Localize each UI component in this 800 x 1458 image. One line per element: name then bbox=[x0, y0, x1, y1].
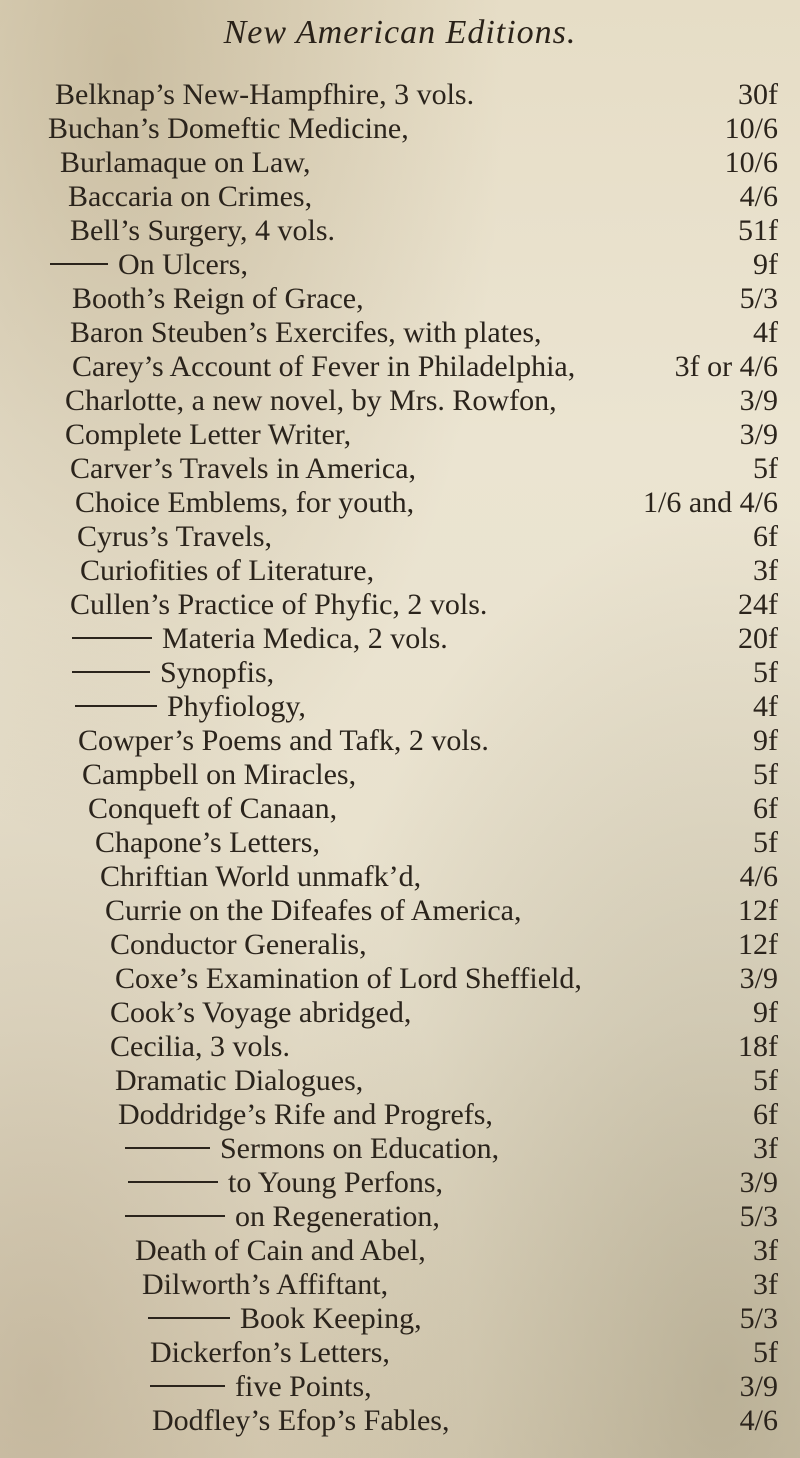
book-price: 3f bbox=[753, 554, 778, 587]
book-title-text: Carver’s Travels in America, bbox=[70, 452, 417, 485]
book-price: 3f bbox=[753, 1132, 778, 1165]
book-title-text: Curiofities of Literature, bbox=[80, 554, 375, 587]
book-entry bbox=[0, 418, 800, 452]
book-price: 12f bbox=[738, 894, 778, 927]
book-title bbox=[82, 758, 356, 792]
book-title-text: to Young Perfons, bbox=[228, 1166, 444, 1199]
book-title bbox=[70, 214, 335, 248]
book-price: 9f bbox=[753, 996, 778, 1029]
book-title-text: Bell’s Surgery, 4 vols. bbox=[70, 214, 336, 247]
book-price: 3/9 bbox=[739, 384, 778, 417]
book-title-text: Coxe’s Examination of Lord Sheffield, bbox=[115, 962, 582, 995]
book-title-text: Cowper’s Poems and Tafk, 2 vols. bbox=[78, 724, 489, 757]
book-price: 3/9 bbox=[739, 962, 778, 995]
book-entry bbox=[0, 452, 800, 486]
book-title-text: Charlotte, a new novel, by Mrs. Rowfon, bbox=[65, 384, 557, 417]
book-title bbox=[80, 554, 374, 588]
book-title bbox=[95, 826, 320, 860]
book-title-text: Dodfley’s Efop’s Fables, bbox=[152, 1404, 450, 1437]
book-price: 12f bbox=[738, 928, 778, 961]
book-price: 5f bbox=[753, 452, 778, 485]
book-price: 6f bbox=[753, 792, 778, 825]
book-title bbox=[50, 248, 248, 282]
ditto-dash bbox=[128, 1181, 218, 1183]
book-price: 51f bbox=[738, 214, 778, 247]
book-title bbox=[142, 1268, 388, 1302]
ditto-dash bbox=[72, 671, 150, 673]
book-title-text: Buchan’s Domeftic Medicine, bbox=[48, 112, 409, 145]
book-price: 3f or 4/6 bbox=[674, 350, 778, 383]
book-entry bbox=[0, 894, 800, 928]
book-title-text: Belknap’s New-Hampfhire, 3 vols. bbox=[55, 78, 475, 111]
book-title-text: Cook’s Voyage abridged, bbox=[110, 996, 412, 1029]
book-entry bbox=[0, 758, 800, 792]
ditto-dash bbox=[148, 1317, 230, 1319]
book-list bbox=[0, 78, 800, 1438]
book-entry bbox=[0, 1404, 800, 1438]
book-entry bbox=[0, 690, 800, 724]
book-entry bbox=[0, 214, 800, 248]
book-title-text: five Points, bbox=[235, 1370, 372, 1403]
book-price: 5f bbox=[753, 758, 778, 791]
book-title-text: Baron Steuben’s Exercifes, with plates, bbox=[70, 316, 542, 349]
book-title bbox=[135, 1234, 426, 1268]
book-entry bbox=[0, 486, 800, 520]
book-price: 10/6 bbox=[724, 146, 778, 179]
book-entry bbox=[0, 1370, 800, 1404]
book-title bbox=[115, 1064, 363, 1098]
book-title-text: Cecilia, 3 vols. bbox=[110, 1030, 290, 1063]
book-title-text: On Ulcers, bbox=[118, 248, 248, 281]
book-title-text: Cyrus’s Travels, bbox=[77, 520, 273, 553]
book-title-text: Sermons on Education, bbox=[220, 1132, 500, 1165]
book-title-text: Death of Cain and Abel, bbox=[135, 1234, 426, 1267]
book-title bbox=[110, 928, 367, 962]
book-entry bbox=[0, 248, 800, 282]
book-entry bbox=[0, 350, 800, 384]
book-entry bbox=[0, 1302, 800, 1336]
book-title-text: Cullen’s Practice of Phyfic, 2 vols. bbox=[70, 588, 488, 621]
book-price: 10/6 bbox=[724, 112, 778, 145]
book-entry bbox=[0, 180, 800, 214]
book-title-text: Dilworth’s Affiftant, bbox=[142, 1268, 389, 1301]
book-entry bbox=[0, 78, 800, 112]
book-price: 3/9 bbox=[739, 1166, 778, 1199]
book-title-text: Chapone’s Letters, bbox=[95, 826, 320, 859]
book-title-text: Doddridge’s Rife and Progrefs, bbox=[118, 1098, 493, 1131]
book-entry bbox=[0, 1336, 800, 1370]
book-price: 9f bbox=[753, 248, 778, 281]
book-entry bbox=[0, 1098, 800, 1132]
book-entry bbox=[0, 792, 800, 826]
book-title-text: Conductor Generalis, bbox=[110, 928, 367, 961]
book-title bbox=[65, 384, 557, 418]
book-price: 3/9 bbox=[739, 1370, 778, 1403]
book-title bbox=[70, 316, 542, 350]
book-price: 5/3 bbox=[739, 1200, 778, 1233]
book-price: 3/9 bbox=[739, 418, 778, 451]
book-title bbox=[75, 486, 414, 520]
book-title bbox=[72, 656, 274, 690]
book-entry bbox=[0, 588, 800, 622]
book-price: 24f bbox=[738, 588, 778, 621]
book-title-text: Conqueft of Canaan, bbox=[88, 792, 338, 825]
book-title-text: Phyfiology, bbox=[167, 690, 306, 723]
book-title-text: Synopfis, bbox=[160, 656, 275, 689]
book-price: 4f bbox=[753, 690, 778, 723]
book-title-text: Burlamaque on Law, bbox=[60, 146, 311, 179]
page-heading: New American Editions. bbox=[223, 14, 577, 51]
ditto-dash bbox=[125, 1215, 225, 1217]
book-title-text: Dramatic Dialogues, bbox=[115, 1064, 364, 1097]
book-title bbox=[65, 418, 351, 452]
book-entry bbox=[0, 860, 800, 894]
book-title-text: Book Keeping, bbox=[240, 1302, 422, 1335]
book-title bbox=[77, 520, 272, 554]
ditto-dash bbox=[72, 637, 152, 639]
book-entry bbox=[0, 1132, 800, 1166]
book-entry bbox=[0, 1234, 800, 1268]
book-entry bbox=[0, 554, 800, 588]
book-price: 5/3 bbox=[739, 282, 778, 315]
book-price: 5/3 bbox=[739, 1302, 778, 1335]
book-title-text: Chriftian World unmafk’d, bbox=[100, 860, 422, 893]
book-title bbox=[110, 1030, 290, 1064]
book-entry bbox=[0, 724, 800, 758]
book-price: 1/6 and 4/6 bbox=[643, 486, 778, 519]
book-entry bbox=[0, 962, 800, 996]
book-entry bbox=[0, 826, 800, 860]
book-entry bbox=[0, 656, 800, 690]
book-price: 5f bbox=[753, 1336, 778, 1369]
book-entry bbox=[0, 282, 800, 316]
book-price: 4/6 bbox=[739, 180, 778, 213]
book-title bbox=[48, 112, 409, 146]
book-price: 6f bbox=[753, 520, 778, 553]
book-title bbox=[125, 1132, 499, 1166]
book-entry bbox=[0, 1030, 800, 1064]
book-title bbox=[70, 588, 487, 622]
book-price: 20f bbox=[738, 622, 778, 655]
book-title-text: Baccaria on Crimes, bbox=[68, 180, 313, 213]
book-price: 4/6 bbox=[739, 1404, 778, 1437]
book-title-text: Currie on the Difeafes of America, bbox=[105, 894, 522, 927]
book-price: 6f bbox=[753, 1098, 778, 1131]
book-title bbox=[75, 690, 306, 724]
book-price: 18f bbox=[738, 1030, 778, 1063]
book-price: 3f bbox=[753, 1268, 778, 1301]
book-entry bbox=[0, 928, 800, 962]
book-price: 5f bbox=[753, 826, 778, 859]
book-title bbox=[118, 1098, 493, 1132]
book-title bbox=[72, 622, 448, 656]
book-title-text: Choice Emblems, for youth, bbox=[75, 486, 415, 519]
book-title-text: on Regeneration, bbox=[235, 1200, 440, 1233]
ditto-dash bbox=[150, 1385, 225, 1387]
ditto-dash bbox=[125, 1147, 210, 1149]
book-title bbox=[60, 146, 310, 180]
book-title bbox=[128, 1166, 443, 1200]
book-price: 5f bbox=[753, 1064, 778, 1097]
book-entry bbox=[0, 112, 800, 146]
book-entry bbox=[0, 520, 800, 554]
book-price: 4/6 bbox=[739, 860, 778, 893]
ditto-dash bbox=[75, 705, 157, 707]
book-title-text: Carey’s Account of Fever in Philadelphia, bbox=[72, 350, 576, 383]
book-price: 5f bbox=[753, 656, 778, 689]
book-title-text: Dickerfon’s Letters, bbox=[150, 1336, 390, 1369]
book-title-text: Booth’s Reign of Grace, bbox=[72, 282, 364, 315]
book-title bbox=[68, 180, 312, 214]
book-entry bbox=[0, 1064, 800, 1098]
book-title bbox=[110, 996, 411, 1030]
book-entry bbox=[0, 146, 800, 180]
book-entry bbox=[0, 316, 800, 350]
book-title bbox=[72, 282, 364, 316]
book-title bbox=[125, 1200, 440, 1234]
book-title bbox=[88, 792, 337, 826]
book-price: 4f bbox=[753, 316, 778, 349]
book-price: 30f bbox=[738, 78, 778, 111]
book-entry bbox=[0, 996, 800, 1030]
book-price: 9f bbox=[753, 724, 778, 757]
book-title bbox=[70, 452, 416, 486]
book-title bbox=[105, 894, 522, 928]
book-title-text: Campbell on Miracles, bbox=[82, 758, 357, 791]
book-entry bbox=[0, 384, 800, 418]
book-title bbox=[148, 1302, 422, 1336]
book-entry bbox=[0, 1200, 800, 1234]
book-title bbox=[100, 860, 421, 894]
book-title-text: Materia Medica, 2 vols. bbox=[162, 622, 448, 655]
book-entry bbox=[0, 622, 800, 656]
book-title bbox=[72, 350, 575, 384]
book-title bbox=[150, 1370, 372, 1404]
book-title bbox=[55, 78, 474, 112]
book-title-text: Complete Letter Writer, bbox=[65, 418, 352, 451]
book-title bbox=[78, 724, 489, 758]
ditto-dash bbox=[50, 263, 108, 265]
book-title bbox=[152, 1404, 449, 1438]
book-title bbox=[115, 962, 582, 996]
book-entry bbox=[0, 1166, 800, 1200]
book-price: 3f bbox=[753, 1234, 778, 1267]
book-title bbox=[150, 1336, 390, 1370]
book-entry bbox=[0, 1268, 800, 1302]
